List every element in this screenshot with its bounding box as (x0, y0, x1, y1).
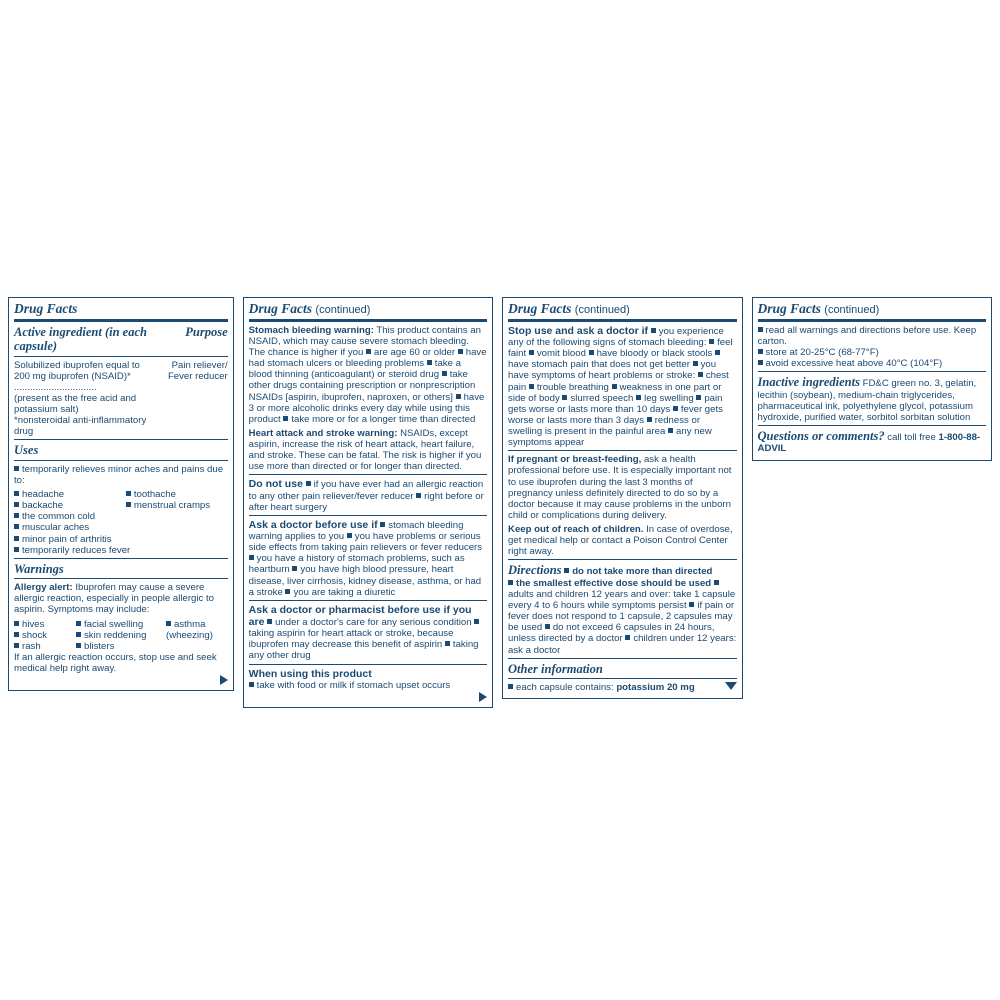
heart-warning-label: Heart attack and stroke warning: (248, 427, 398, 439)
bullet-icon (166, 621, 171, 626)
bullet-icon (416, 493, 421, 498)
bullet-icon (758, 349, 763, 354)
uses-item: muscular aches (22, 522, 90, 534)
bullet-icon (380, 522, 385, 527)
bullet-icon (427, 360, 432, 365)
stomach-bleeding-text: This product contains an NSAID, which may cause severe stomach bleeding. The chance is higher if you (248, 324, 481, 359)
questions-section (758, 429, 986, 455)
bullet-icon (508, 684, 513, 689)
bullet-icon (636, 395, 641, 400)
heart-attack-warning (249, 428, 487, 473)
bullet-icon (285, 589, 290, 594)
bullet-icon (709, 339, 714, 344)
stop-use-item: have stomach pain that does not get better (508, 359, 690, 371)
uses-last-row (14, 545, 228, 556)
allergy-item: blisters (84, 640, 115, 652)
ask-pharmacist-item: taking any other drug (248, 639, 479, 662)
stop-use-item: weakness in one part or side of body (508, 381, 722, 404)
bullet-icon (474, 619, 479, 624)
bullet-icon (14, 621, 19, 626)
purpose-line-2: Fever reducer (167, 370, 228, 382)
bullet-icon (267, 619, 272, 624)
keep-out-label: Keep out of reach of children. (508, 524, 644, 536)
bullet-icon (714, 580, 719, 585)
ask-pharmacist-section (249, 604, 487, 662)
ask-doctor-item: you have high blood pressure, heart disease, liver cirrhosis, kidney disease, asthma, or had a stroke (248, 564, 482, 598)
bullet-icon (14, 632, 19, 637)
info-item: store at 20-25°C (68-77°F) (765, 347, 879, 359)
bullet-icon (715, 350, 720, 355)
ask-pharmacist-item: under a doctor's care for any serious condition (275, 616, 472, 628)
directions-top-item: do not take more than directed (572, 566, 713, 578)
inactive-ingredients-heading: Inactive ingredients (757, 375, 860, 390)
uses-item: menstrual cramps (133, 500, 211, 512)
active-ingredient-row (14, 360, 228, 438)
do-not-use-section (249, 478, 487, 512)
stomach-item: have 3 or more alcoholic drinks every day while using this product (248, 391, 485, 425)
ask-pharmacist-label: Ask a doctor or pharmacist before use if you are (248, 603, 472, 628)
bullet-icon (76, 621, 81, 626)
pregnancy-label: If pregnant or breast-feeding, (508, 454, 642, 466)
bullet-icon (693, 361, 698, 366)
bullet-icon (14, 502, 19, 507)
bullet-icon (562, 395, 567, 400)
stop-use-item: vomit blood (536, 348, 586, 360)
bullet-icon (445, 641, 450, 646)
questions-phone: 1-800-88-ADVIL (757, 432, 981, 455)
purpose-heading: Purpose (185, 324, 228, 339)
bullet-icon (14, 466, 19, 471)
stomach-item: take a blood thinning (anticoagulant) or steroid drug (248, 358, 461, 381)
panel-drug-facts-2 (243, 297, 493, 708)
stop-use-item: redness or swelling is present in the painful area (508, 414, 701, 438)
info-item: read all warnings and directions before use. Keep carton. (757, 324, 977, 347)
bullet-icon (14, 643, 19, 648)
active-line-2: 200 mg ibuprofen (NSAID)* ............................... (14, 370, 131, 393)
stomach-item: take more or for a longer time than directed (291, 413, 476, 425)
bullet-icon (689, 602, 694, 607)
stomach-bleeding-warning (249, 325, 487, 425)
bullet-icon (647, 417, 652, 422)
allergy-alert-label: Allergy alert: (14, 582, 73, 594)
stop-use-item: trouble breathing (536, 381, 609, 393)
bullet-icon (456, 394, 461, 399)
ask-doctor-section (249, 519, 487, 598)
ask-doctor-item: stomach bleeding warning applies to you (248, 519, 464, 543)
continue-arrow-1 (14, 675, 228, 685)
directions-heading: Directions (508, 563, 562, 578)
uses-items (14, 489, 228, 545)
bullet-icon (249, 682, 254, 687)
allergy-alert (14, 582, 228, 615)
questions-heading: Questions or comments? (757, 429, 885, 444)
allergy-item: asthma (wheezing) (166, 618, 213, 641)
allergy-item: facial swelling (84, 618, 144, 630)
uses-item-fever: temporarily reduces fever (22, 544, 131, 556)
arrow-right-icon (220, 675, 228, 685)
bullet-icon (292, 566, 297, 571)
info-item: avoid excessive heat above 40°C (104°F) (765, 358, 943, 370)
stomach-item: take other drugs containing prescription or nonprescription NSAIDs [aspirin, ibuprofen, naproxen, or others] (248, 369, 476, 403)
bullet-icon (442, 371, 447, 376)
stop-use-section (508, 325, 736, 448)
uses-item: headache (22, 489, 65, 501)
active-line-1: Solubilized ibuprofen equal to (14, 359, 140, 371)
stop-use-item: you have symptoms of heart problems or stroke: (508, 359, 717, 382)
allergy-item: rash (22, 640, 41, 652)
when-using-label: When using this product (248, 667, 372, 680)
other-item-value: potassium 20 mg (616, 682, 695, 694)
keep-out-text: In case of overdose, get medical help or contact a Poison Control Center right away. (508, 524, 733, 558)
arrow-down-icon (725, 682, 737, 690)
allergy-footer: If an allergic reaction occurs, stop use and seek medical help right away. (14, 651, 217, 675)
directions-item: children under 12 years: ask a doctor (508, 633, 737, 656)
panel-drug-facts-3 (502, 297, 742, 699)
bullet-icon (249, 555, 254, 560)
stop-use-item: chest pain (508, 370, 729, 393)
bullet-icon (508, 580, 513, 585)
other-information-items (758, 325, 986, 370)
active-line-4: *nonsteroidal anti-inflammatory drug (14, 415, 147, 438)
bullet-icon (366, 349, 371, 354)
bullet-icon (347, 533, 352, 538)
bullet-icon (589, 350, 594, 355)
ask-pharmacist-item: taking aspirin for heart attack or stroke, because ibuprofen may decrease this benefit of aspirin (248, 628, 454, 651)
panel-row (8, 297, 992, 708)
bullet-icon (14, 524, 19, 529)
allergy-item: skin reddening (84, 629, 147, 641)
bullet-icon (612, 384, 617, 389)
other-item-prefix: each capsule contains: (516, 682, 614, 694)
allergy-alert-text: Ibuprofen may cause a severe allergic reaction, especially in people allergic to aspirin. Symptoms may include: (14, 582, 214, 616)
pregnancy-section (508, 454, 736, 521)
other-information-heading: Other information (508, 661, 603, 676)
panel3-continued: (continued) (574, 304, 630, 316)
bullet-icon (14, 536, 19, 541)
directions-top-item: the smallest effective dose should be used (516, 577, 712, 589)
inactive-ingredients-section (758, 375, 986, 423)
active-ingredient-heading: Active ingredient (in each capsule) (14, 324, 147, 354)
do-not-use-item: right before or after heart surgery (248, 490, 484, 513)
bullet-icon (306, 481, 311, 486)
arrow-right-icon (479, 692, 487, 702)
directions-item: adults and children 12 years and over: take 1 capsule every 4 to 6 hours while symptoms persist (508, 588, 736, 612)
panel4-continued: (continued) (824, 304, 880, 316)
active-ingredient-header-row (14, 325, 228, 354)
panel2-continued: (continued) (315, 304, 371, 316)
stop-use-item: any new symptoms appear (508, 426, 712, 449)
bullet-icon (698, 372, 703, 377)
allergy-symptom-items (14, 619, 228, 652)
when-using-section (249, 668, 487, 691)
purpose-line-1: Pain reliever/ (171, 359, 228, 371)
ask-doctor-label: Ask a doctor before use if (248, 518, 378, 531)
ask-doctor-item: you have problems or serious side effects from taking pain relievers or fever reducers (248, 531, 483, 554)
panel2-title-text: Drug Facts (248, 301, 313, 316)
stomach-item: have had stomach ulcers or bleeding problems (248, 347, 487, 370)
drug-facts-label (8, 297, 992, 708)
panel4-title (758, 302, 986, 317)
uses-heading: Uses (14, 443, 39, 458)
bullet-icon (529, 350, 534, 355)
pregnancy-text: ask a health professional before use. It is especially important not to use ibuprofen during the last 3 months of pregnancy unless definitely directed to do so by a doctor because it may cause problems in the unborn child or complications during delivery. (508, 454, 732, 521)
bullet-icon (76, 643, 81, 648)
allergy-item: shock (22, 629, 48, 641)
stomach-item: are age 60 or older (374, 347, 456, 359)
bullet-icon (668, 428, 673, 433)
bullet-icon (529, 384, 534, 389)
panel1-title: Drug Facts (14, 301, 78, 316)
active-line-3: (present as the free acid and potassium salt) (14, 392, 137, 416)
directions-section (508, 563, 736, 655)
do-not-use-item: if you have ever had an allergic reaction to any other pain reliever/fever reducer (248, 479, 484, 502)
panel3-title-text: Drug Facts (508, 301, 572, 316)
stop-use-item: leg swelling (644, 392, 694, 404)
bullet-icon (14, 547, 19, 552)
directions-item: do not exceed 6 capsules in 24 hours, unless directed by a doctor (508, 622, 715, 645)
bullet-icon (625, 635, 630, 640)
keep-out-of-reach-section (508, 524, 736, 557)
uses-item: backache (22, 500, 64, 512)
bullet-icon (126, 491, 131, 496)
bullet-icon (458, 349, 463, 354)
stop-use-item: you experience any of the following signs of stomach bleeding: (508, 325, 724, 349)
panel4-title-text: Drug Facts (757, 301, 821, 316)
bullet-icon (14, 513, 19, 518)
bullet-icon (696, 395, 701, 400)
uses-lead: temporarily relieves minor aches and pains due to: (14, 463, 224, 486)
stop-use-item: feel faint (508, 337, 733, 360)
bullet-icon (564, 568, 569, 573)
bullet-icon (758, 360, 763, 365)
allergy-item: hives (22, 618, 45, 630)
stop-use-label: Stop use and ask a doctor if (508, 324, 649, 337)
bullet-icon (283, 416, 288, 421)
continue-arrow-2 (249, 692, 487, 702)
stop-use-item: fever gets worse or lasts more than 3 days (508, 403, 723, 426)
panel-drug-facts-4 (752, 297, 992, 461)
panel3-title (508, 302, 736, 317)
other-information-row (508, 682, 736, 693)
bullet-icon (651, 328, 656, 333)
stop-use-item: slurred speech (570, 392, 634, 404)
panel2-title (249, 302, 487, 317)
bullet-icon (673, 406, 678, 411)
heart-warning-text: NSAIDs, except aspirin, increase the risk of heart attack, heart failure, and stroke. These can be fatal. The risk is higher if you use more than directed or for longer than directed. (248, 427, 482, 473)
bullet-icon (126, 502, 131, 507)
warnings-heading: Warnings (14, 561, 64, 576)
bullet-icon (545, 624, 550, 629)
uses-item: the common cold (22, 511, 96, 523)
bullet-icon (758, 327, 763, 332)
panel-drug-facts-1 (8, 297, 234, 691)
uses-item: minor pain of arthritis (22, 533, 112, 545)
stop-use-item: pain gets worse or lasts more than 10 days (508, 392, 723, 415)
stomach-bleeding-label: Stomach bleeding warning: (248, 324, 374, 336)
bullet-icon (14, 491, 19, 496)
stop-use-item: have bloody or black stools (596, 348, 713, 360)
inactive-ingredients-text: FD&C green no. 3, gelatin, lecithin (soybean), medium-chain triglycerides, pharmaceutical ink, polyethylene glycol, potassium hydroxide, purified water, sorbitol sorbitan solution (757, 378, 977, 423)
ask-doctor-item: you are taking a diuretic (293, 586, 396, 598)
questions-text: call toll free (887, 432, 936, 444)
do-not-use-label: Do not use (248, 478, 303, 491)
when-using-item: take with food or milk if stomach upset occurs (256, 679, 451, 691)
uses-lead-row (14, 464, 228, 486)
uses-item: toothache (133, 489, 176, 501)
ask-doctor-item: you have a history of stomach problems, such as heartburn (248, 553, 465, 576)
bullet-icon (76, 632, 81, 637)
directions-item: if pain or fever does not respond to 1 capsule, 2 capsules may be used (508, 600, 735, 634)
